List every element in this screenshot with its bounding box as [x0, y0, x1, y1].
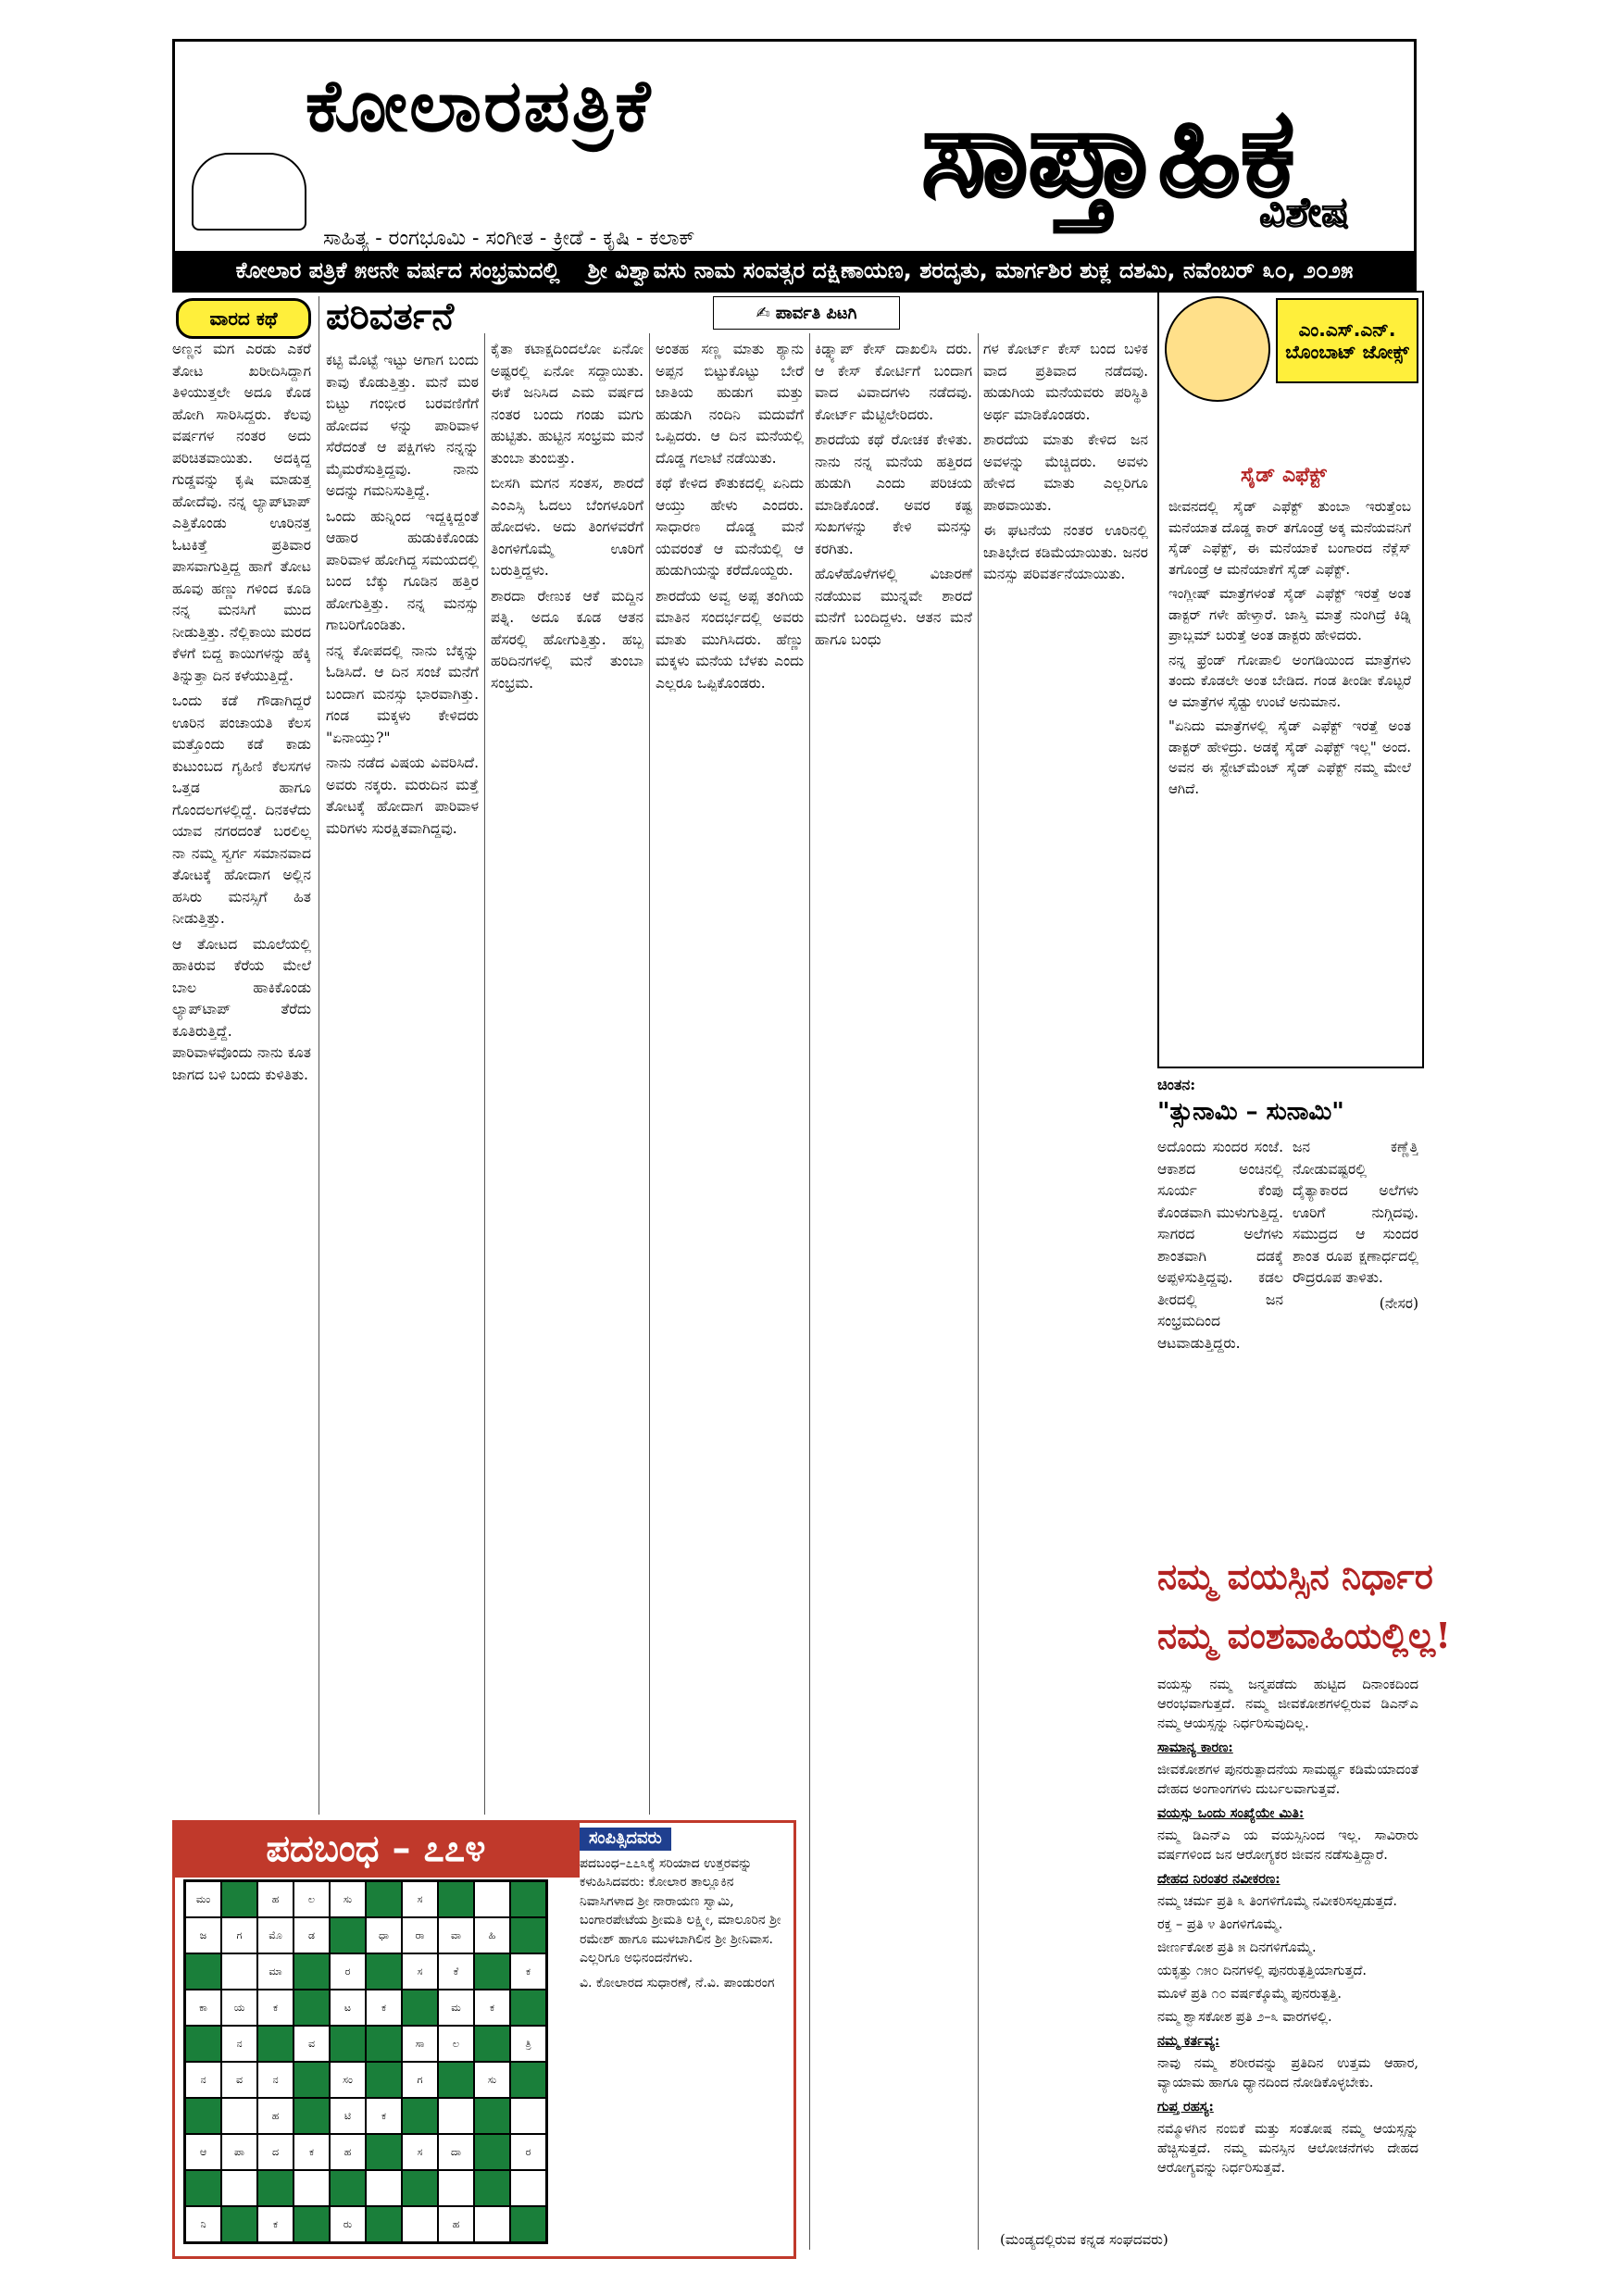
crossword-cell: ಸಂ — [330, 2062, 366, 2098]
chintane-label: ಚಿಂತನ: — [1157, 1076, 1196, 1093]
crossword-cell: ಲ — [294, 1881, 330, 1917]
story-credit: (ಮಂಡ್ಯದಲ್ಲಿರುವ ಕನ್ನಡ ಸಂಘದವರು) — [1000, 2231, 1168, 2248]
crossword-cell — [294, 1953, 330, 1990]
crossword-cell — [257, 2170, 294, 2206]
crossword-cell: ಹ — [257, 1881, 294, 1917]
story-paragraph: ನನ್ನ ಕೋಪದಲ್ಲಿ ನಾನು ಬೆಕ್ಕನ್ನು ಓಡಿಸಿದೆ. ಆ ದಿನ ಸಂಜೆ ಮನೆಗೆ ಬಂದಾಗ ಮನಸ್ಸು ಭಾರವಾಗಿತ್ತು. ಗಂಡ ಮಕ್ಕಳು ಕೇಳಿದರು "ಏನಾಯ್ತು?" — [326, 642, 479, 746]
crossword-cell — [438, 2098, 474, 2134]
age-list-item: ನಮ್ಮ ಚರ್ಮ ಪ್ರತಿ ೩ ತಿಂಗಳಿಗೊಮ್ಮೆ ನವೀಕರಿಸಲ್ಪಡುತ್ತದೆ. — [1157, 1894, 1397, 1909]
winners-footer: ವಿ. ಕೋಲಾರದ ಸುಧಾರಣೆ, ನೆ.ವಿ. ಪಾಂಡುರಂಗ — [580, 1975, 775, 1990]
crossword-cell: ಸು — [330, 1881, 366, 1917]
crossword-cell: ನ — [185, 2062, 221, 2098]
crossword-cell: ಟ — [330, 1990, 366, 2026]
story-title: ಪರಿವರ್ತನೆ — [326, 294, 455, 338]
dateline-right: ಶ್ರೀ ವಿಶ್ವಾವಸು ನಾಮ ಸಂವತ್ಸರ ದಕ್ಷಿಣಾಯಣ, ಶರದೃತು, ಮಾರ್ಗಶಿರ ಶುಕ್ಲ ದಶಮಿ, ನವೆಂಬರ್ ೩೦, ೨೦೨೫ — [587, 257, 1354, 283]
column-divider — [978, 333, 979, 2250]
age-subhead: ಸಾಮಾನ್ಯ ಕಾರಣ: — [1157, 1740, 1233, 1755]
crossword-cell — [510, 2098, 546, 2134]
supplement-sub: ವಿಶೇಷ — [1259, 189, 1349, 236]
chintane-title: "ತ್ಸುನಾಮಿ – ಸುನಾಮಿ" — [1157, 1098, 1344, 1126]
story-paragraph: ಶಾರದೆಯ ಅವ್ವ ಅಪ್ಪ ತಂಗಿಯ ಮಾತಿನ ಸಂದರ್ಭದಲ್ಲಿ ಅವರು ಮಾತು ಮುಗಿಸಿದರು. ಹೆಣ್ಣು ಮಕ್ಕಳು ಮನೆಯ ಬೆಳಕು ಎಂದು ಎಲ್ಲರೂ ಒಪ್ಪಿಕೊಂಡರು. — [656, 587, 804, 692]
story-author: ✍ ಪಾರ್ವತಿ ಪಿಟಗಿ — [713, 296, 900, 330]
crossword-cell — [474, 1881, 510, 1917]
chintane-column-1 — [1157, 1137, 1283, 1526]
newspaper-title: ಕೋಲಾರಪತ್ರಿಕೆ — [182, 51, 775, 162]
age-subhead: ದೇಹದ ನಿರಂತರ ನವೀಕರಣ: — [1157, 1871, 1280, 1887]
age-list-item: ಯಕೃತ್ತು ೧೫೦ ದಿನಗಳಲ್ಲಿ ಪುನರುತ್ಪತ್ತಿಯಾಗುತ್ತದೆ. — [1157, 1964, 1368, 1978]
crossword-cell: ರು — [330, 2206, 366, 2242]
age-subhead: ಗುಪ್ತ ರಹಸ್ಯ: — [1157, 2099, 1214, 2115]
crossword-cell: ಟಿ — [330, 2098, 366, 2134]
crossword-cell: ಕ — [366, 1990, 402, 2026]
jokes-body — [1168, 496, 1411, 1055]
crossword-cell: ದ — [257, 2134, 294, 2170]
crossword-cell — [294, 2170, 330, 2206]
winners-text: ಪದಬಂಧ–೭೭೩ಕ್ಕೆ ಸರಿಯಾದ ಉತ್ತರವನ್ನು ಕಳುಹಿಸಿದವರು: ಕೋಲಾರ ತಾಲ್ಲೂಕಿನ ನಿವಾಸಿಗಳಾದ ಶ್ರೀ ನಾರಾಯಣ ಸ್ವಾಮಿ, ಬಂಗಾರಪೇಟೆಯ ಶ್ರೀಮತಿ ಲಕ್ಷ್ಮೀ, ಮಾಲೂರಿನ ಶ್ರೀ ರಮೇಶ್ ಹಾಗೂ ಮುಳಬಾಗಿಲಿನ ಶ್ರೀ ಶ್ರೀನಿವಾಸ. ಎಲ್ಲರಿಗೂ ಅಭಿನಂದನೆಗಳು. — [580, 1855, 781, 1965]
crossword-cell — [474, 2134, 510, 2170]
crossword-cell — [510, 1990, 546, 2026]
crossword-cell: ಪಾ — [221, 2134, 257, 2170]
crossword-cell — [510, 1917, 546, 1953]
crossword-cell: ಡ — [294, 1917, 330, 1953]
crossword-cell: ಮಂ — [185, 1881, 221, 1917]
caricature-image — [1165, 296, 1270, 402]
story-paragraph: ಕಟ್ಟಿ ಮೊಟ್ಟೆ ಇಟ್ಟು ಅಗಾಗ ಬಂದು ಕಾವು ಕೊಡುತ್ತಿತ್ತು. ಮನೆ ಮಠ ಬಿಟ್ಟು ಗಂಭೀರ ಬರವಣಿಗೆಗೆ ಹೋದವ ಳನ್ನು ಪಾರಿವಾಳ ಸೆರೆದಂತೆ ಆ ಪಕ್ಷಿಗಳು ನನ್ನನ್ನು ಮೈಮರೆಸುತ್ತಿದ್ದವು. ನಾನು ಅದನ್ನು ಗಮನಿಸುತ್ತಿದ್ದೆ. — [326, 352, 479, 499]
crossword-cell — [474, 2098, 510, 2134]
crossword-cell — [366, 1881, 402, 1917]
crossword-cell — [366, 2062, 402, 2098]
story-paragraph: ಶಾರದಾ ರೇಣುಕ ಆಕೆ ಮದ್ದಿನ ಪತ್ನಿ. ಅದೂ ಕೂಡ ಆತನ ಹೆಸರಲ್ಲಿ ಹೋಗುತ್ತಿತ್ತು. ಹಬ್ಬ ಹರಿದಿನಗಳಲ್ಲಿ ಮನೆ ತುಂಬಾ ಸಂಭ್ರಮ. — [491, 587, 643, 692]
age-list-item: ಮೂಳೆ ಪ್ರತಿ ೧೦ ವರ್ಷಕ್ಕೊಮ್ಮೆ ಪುನರುತ್ಪತ್ತಿ. — [1157, 1987, 1343, 2002]
crossword-cell: ಕ — [510, 1953, 546, 1990]
story-paragraph: ಈ ಘಟನೆಯ ನಂತರ ಊರಿನಲ್ಲಿ ಜಾತಿಭೇದ ಕಡಿಮೆಯಾಯಿತು. ಜನರ ಮನಸ್ಸು ಪರಿವರ್ತನೆಯಾಯಿತು. — [983, 522, 1148, 582]
age-subhead: ನಮ್ಮ ಕರ್ತವ್ಯ: — [1157, 2033, 1220, 2049]
crossword-cell — [330, 2170, 366, 2206]
masthead — [172, 39, 1417, 293]
crossword-cell — [402, 2098, 438, 2134]
crossword-cell: ಹ — [257, 2098, 294, 2134]
column-divider — [484, 333, 485, 1815]
crossword-cell: ಧಾ — [366, 1917, 402, 1953]
age-list-item: ರಕ್ತ – ಪ್ರತಿ ೪ ತಿಂಗಳಿಗೊಮ್ಮೆ. — [1157, 1917, 1283, 1932]
story-column-4 — [656, 339, 804, 1811]
crossword-cell: ಕಾ — [185, 1990, 221, 2026]
crossword-cell: ಸ — [402, 2134, 438, 2170]
crossword-cell: ಕ — [474, 1990, 510, 2026]
crossword-cell — [402, 2170, 438, 2206]
crossword-cell — [294, 2062, 330, 2098]
story-paragraph: ಬೀಸಗಿ ಮಗನ ಸಂತಸ, ಶಾರದೆ ಎಂಎಸ್ಸಿ ಓದಲು ಬೆಂಗಳೂರಿಗೆ ಹೋದಳು. ಅದು ತಿಂಗಳವರೆಗೆ ತಿಂಗಳಿಗೊಮ್ಮೆ ಊರಿಗೆ ಬರುತ್ತಿದ್ದಳು. — [491, 475, 643, 579]
crossword-cell: ಆ — [185, 2134, 221, 2170]
crossword-cell: ರ — [510, 2134, 546, 2170]
age-paragraph: ನಾವು ನಮ್ಮ ಶರೀರವನ್ನು ಪ್ರತಿದಿನ ಉತ್ತಮ ಆಹಾರ, ವ್ಯಾಯಾಮ ಹಾಗೂ ಧ್ಯಾನದಿಂದ ನೋಡಿಕೊಳ್ಳಬೇಕು. — [1157, 2056, 1418, 2090]
age-paragraph: ನಮ್ಮೊಳಗಿನ ನಂಬಿಕೆ ಮತ್ತು ಸಂತೋಷ ನಮ್ಮ ಆಯಸ್ಸನ್ನು ಹೆಚ್ಚಿಸುತ್ತದೆ. ನಮ್ಮ ಮನಸ್ಸಿನ ಆಲೋಚನೆಗಳು ದೇಹದ ಆರೋಗ್ಯವನ್ನು ನಿರ್ಧರಿಸುತ್ತವೆ. — [1157, 2122, 1418, 2176]
story-paragraph: ಶಾರದೆಯ ಮಾತು ಕೇಳಿದ ಜನ ಅವಳನ್ನು ಮೆಚ್ಚಿದರು. ಅವಳು ಹೇಳಿದ ಮಾತು ಎಲ್ಲರಿಗೂ ಪಾಠವಾಯಿತು. — [983, 431, 1148, 514]
crossword-title: ಪದಬಂಧ – ೭೭೪ — [172, 1820, 580, 1878]
crossword-cell: ಸ — [402, 1881, 438, 1917]
crossword-cell — [402, 2206, 438, 2242]
story-column-2 — [326, 350, 479, 1811]
age-headline-1: ನಮ್ಮ ವಯಸ್ಸಿನ ನಿರ್ಧಾರ — [1157, 1555, 1433, 1597]
crossword-cell — [221, 2206, 257, 2242]
story-paragraph: ಶಾರದೆಯ ಕಥೆ ರೋಚಕ ಕೇಳಿತು. ನಾನು ನನ್ನ ಮನೆಯ ಹತ್ತಿರದ ಹುಡುಗಿ ಎಂದು ಪರಿಚಯ ಮಾಡಿಕೊಂಡೆ. ಅವರ ಕಷ್ಟ ಸುಖಗಳನ್ನು ಕೇಳಿ ಮನಸ್ಸು ಕರಗಿತು. — [815, 431, 972, 557]
crossword-cell — [510, 2206, 546, 2242]
crossword-cell — [510, 2062, 546, 2098]
section-label: ವಾರದ ಕಥೆ — [176, 298, 311, 339]
chintane-credit: (ನೇಸರ) — [1379, 1294, 1418, 1312]
crossword-cell — [185, 1953, 221, 1990]
jokes-heading: ಸೈಡ್ ಎಫೆಕ್ಟ್ — [1241, 463, 1327, 487]
crossword-cell: ಹಿ — [474, 1917, 510, 1953]
crossword-cell: ಕ — [366, 2098, 402, 2134]
crossword-cell: ಸ — [402, 1953, 438, 1990]
crossword-cell — [221, 2098, 257, 2134]
supplement-title — [812, 60, 1405, 245]
crossword-cell — [366, 2134, 402, 2170]
jokes-title: ಎಂ.ಎಸ್.ಎನ್. ಬೊಂಬಾಟ್ ಜೋಕ್ಸ್ — [1276, 298, 1418, 383]
crossword-cell: ಸಾ — [402, 2026, 438, 2062]
story-paragraph: ಗಳ ಕೋರ್ಟ್ ಕೇಸ್ ಬಂದ ಬಳಿಕ ವಾದ ಪ್ರತಿವಾದ ನಡೆದವು. ಹುಡುಗಿಯ ಮನೆಯವರು ಪರಿಸ್ಥಿತಿ ಅರ್ಥ ಮಾಡಿಕೊಂಡರು. — [983, 341, 1148, 423]
crossword-cell — [474, 1953, 510, 1990]
story-paragraph: ಒಂದು ಹುನ್ನಿಂದ ಇದ್ದಕ್ಕಿದ್ದಂತೆ ಆಹಾರ ಹುಡುಕಿಕೊಂಡು ಪಾರಿವಾಳ ಹೋಗಿದ್ದ ಸಮಯದಲ್ಲಿ ಬಂದ ಬೆಕ್ಕು ಗೂಡಿನ ಹತ್ತಿರ ಹೋಗುತ್ತಿತ್ತು. ನನ್ನ ಮನಸ್ಸು ಗಾಬರಿಗೊಂಡಿತು. — [326, 507, 479, 633]
crossword-cell — [294, 2206, 330, 2242]
age-intro: ವಯಸ್ಸು ನಮ್ಮ ಜನ್ಮಪಡೆದು ಹುಟ್ಟಿದ ದಿನಾಂಕದಿಂದ ಆರಂಭವಾಗುತ್ತದೆ. ನಮ್ಮ ಜೀವಕೋಶಗಳಲ್ಲಿರುವ ಡಿಎನ್‌ಎ ನಮ್ಮ ಆಯಸ್ಸನ್ನು ನಿರ್ಧರಿಸುವುದಿಲ್ಲ. — [1157, 1678, 1418, 1731]
crossword-cell: ಸು — [474, 2062, 510, 2098]
age-paragraph: ನಮ್ಮ ಡಿಎನ್‌ಎ ಯ ವಯಸ್ಸಿನಿಂದ ಇಲ್ಲ. ಸಾವಿರಾರು ವರ್ಷಗಳಿಂದ ಜನ ಆರೋಗ್ಯಕರ ಜೀವನ ನಡೆಸುತ್ತಿದ್ದಾರೆ. — [1157, 1828, 1418, 1863]
crossword-winners — [580, 1828, 789, 2250]
story-paragraph: ಆ ತೋಟದ ಮೂಲೆಯಲ್ಲಿ ಹಾಕಿರುವ ಕೆರೆಯ ಮೇಲೆ ಬಾಲ ಹಾಕಿಕೊಂಡು ಲ್ಯಾಪ್‌ಟಾಪ್ ತೆರೆದು ಕೂತಿರುತ್ತಿದ್ದೆ. ಪಾರಿವಾಳವೊಂದು ನಾನು ಕೂತ ಜಾಗದ ಬಳಿ ಬಂದು ಕುಳಿತಿತು. — [172, 935, 311, 1083]
jokes-paragraph: ನನ್ನ ಫ್ರೆಂಡ್ ಗೋಪಾಲಿ ಅಂಗಡಿಯಿಂದ ಮಾತ್ರೆಗಳು ತಂದು ಕೊಡಲೇ ಅಂತ ಬೇಡಿದ. ಗಂಡ ತೀಂಡೀ ಕೊಟ್ಟರೆ ಆ ಮಾತ್ರೆಗಳ ಸೈಡ್ಟು ಉಂಟೆ ಅನುಮಾನ. — [1168, 651, 1411, 710]
story-paragraph: ಅಣ್ಣನ ಮಗ ಎರಡು ಎಕರೆ ತೋಟ ಖರೀದಿಸಿದ್ದಾಗ ತಿಳಿಯುತ್ತಲೇ ಅದೂ ಕೊಡ ಹೋಗಿ ಸಾರಿಸಿದ್ದರು. ಕೆಲವು ವರ್ಷಗಳ ನಂತರ ಅದು ಪರಿಚಿತವಾಯಿತು. ಅದಕ್ಕಿದ್ದ ಗುಡ್ಡವನ್ನು ಕೃಷಿ ಮಾಡುತ್ತ ಹೋದೆವು. ನನ್ನ ಲ್ಯಾಪ್‌ಟಾಪ್ ಎತ್ತಿಕೊಂಡು ಊರಿನತ್ತ ಓಟಕಿತ್ತೆ ಪ್ರತಿವಾರ ಪಾಸವಾಗುತ್ತಿದ್ದ ಹಾಗೆ ತೋಟ ಹೂವು ಹಣ್ಣು ಗಳಿಂದ ಕೂಡಿ ನನ್ನ ಮನಸಿಗೆ ಮುದ ನೀಡುತ್ತಿತ್ತು. ನೆಲ್ಲಿಕಾಯಿ ಮರದ ಕೆಳಗೆ ಬಿದ್ದ ಕಾಯಿಗಳನ್ನು ಹೆಕ್ಕಿ ತಿನ್ನುತ್ತಾ ದಿನ ಕಳೆಯುತ್ತಿದ್ದೆ. — [172, 341, 311, 684]
story-column-1 — [172, 339, 311, 1811]
crossword-cell — [402, 1990, 438, 2026]
jokes-paragraph: ಇಂಗ್ಲೀಷ್ ಮಾತ್ರೆಗಳಂತೆ ಸೈಡ್ ಎಫೆಕ್ಟ್ ಇರತ್ತೆ ಅಂತ ಡಾಕ್ಟರ್ ಗಳೇ ಹೇಳ್ತಾರೆ. ಜಾಸ್ತಿ ಮಾತ್ರೆ ನುಂಗಿದ್ರೆ ಕಿಡ್ನಿ ಪ್ರಾಬ್ಲಮ್ ಬರುತ್ತೆ ಅಂತ ಡಾಕ್ಟರು ಹೇಳಿದರು. — [1168, 585, 1411, 643]
story-column-5 — [815, 339, 972, 2246]
crossword-grid — [183, 1879, 548, 2244]
crossword-cell: ಕ — [257, 2206, 294, 2242]
crossword-cell: ಗ — [402, 2062, 438, 2098]
crossword-cell: ಮೊ — [257, 1917, 294, 1953]
crossword-cell: ಕ — [257, 1990, 294, 2026]
crossword-cell — [221, 1881, 257, 1917]
supplement-word: ಸಾಪ್ತಾಹಿಕ — [921, 81, 1295, 223]
crossword-cell — [474, 2170, 510, 2206]
age-subhead: ವಯಸ್ಸು ಒಂದು ಸಂಖ್ಯೆಯೇ ಮಿತಿ: — [1157, 1805, 1305, 1821]
winners-title: ಸಂಪಿತ್ಸಿದವರು — [580, 1828, 671, 1851]
age-paragraph: ಜೀವಕೋಶಗಳ ಪುನರುತ್ಪಾದನೆಯ ಸಾಮರ್ಥ್ಯ ಕಡಿಮೆಯಾದಂತೆ ದೇಹದ ಅಂಗಾಂಗಗಳು ದುರ್ಬಲವಾಗುತ್ತವೆ. — [1157, 1763, 1418, 1797]
column-divider — [809, 333, 810, 2250]
story-paragraph: ಹೊಳೆಹೊಳೆಗಳಲ್ಲಿ ವಿಜಾರಣೆ ನಡೆಯುವ ಮುನ್ನವೇ ಶಾರದೆ ಮನೆಗೆ ಬಂದಿದ್ದಳು. ಆತನ ಮನೆ ಹಾಗೂ ಬಂಧು — [815, 566, 972, 648]
elephant-logo-icon — [192, 153, 306, 231]
crossword-cell: ಗ — [221, 1917, 257, 1953]
crossword-cell: ನಿ — [185, 2206, 221, 2242]
crossword-cell: ವ — [221, 2062, 257, 2098]
crossword-cell: ತ್ರಿ — [510, 2026, 546, 2062]
jokes-paragraph: ಜೀವನದಲ್ಲಿ ಸೈಡ್ ಎಫೆಕ್ಟ್ ತುಂಬಾ ಇರುತ್ತೆಂಬ ಮನೆಯಾತ ದೊಡ್ಡ ಕಾರ್ ತಗೊಂಡ್ರೆ ಅಕ್ಕ ಮನೆಯವನಿಗೆ ಸೈಡ್ ಎಫೆಕ್ಟ್, ಈ ಮನೆಯಾಕೆ ಬಂಗಾರದ ನೆಕ್ಲೆಸ್ ತಗೊಂಡ್ರೆ ಆ ಮನೆಯಾಕೆಗೆ ಸೈಡ್ ಎಫೆಕ್ಟ್. — [1168, 498, 1411, 578]
age-list-item: ನಮ್ಮ ಶ್ವಾಸಕೋಶ ಪ್ರತಿ ೨–೩ ವಾರಗಳಲ್ಲಿ. — [1157, 2010, 1332, 2025]
crossword-cell: ವಾ — [438, 1917, 474, 1953]
crossword-cell: ಹ — [330, 2134, 366, 2170]
crossword-cell: ವ — [294, 2026, 330, 2062]
chintane-paragraph: ಜನ ಕಣ್ಣೆತ್ತಿ ನೋಡುವಷ್ಟರಲ್ಲಿ ದೈತ್ಯಾಕಾರದ ಅಲೆಗಳು ಊರಿಗೆ ನುಗ್ಗಿದವು. ಸಮುದ್ರದ ಆ ಸುಂದರ ಶಾಂತ ರೂಪ ಕ್ಷಣಾರ್ಧದಲ್ಲಿ ರೌದ್ರರೂಪ ತಾಳಿತು. — [1293, 1139, 1418, 1286]
crossword-cell — [474, 2026, 510, 2062]
jokes-paragraph: "ಏನಿದು ಮಾತ್ರೆಗಳಲ್ಲಿ ಸೈಡ್ ಎಫೆಕ್ಟ್ ಇರತ್ತೆ ಅಂತ ಡಾಕ್ಟರ್ ಹೇಳಿದ್ರು. ಅಡಕ್ಕೆ ಸೈಡ್ ಎಫೆಕ್ಟ್ ಇಲ್ಲ" ಅಂದ. ಅವನ ಈ ಸ್ಟೇಟ್‌ಮೆಂಟ್ ಸೈಡ್ ಎಫೆಕ್ಟ್ ನಮ್ಮ ಮೇಲೆ ಆಗಿದೆ. — [1168, 718, 1411, 797]
crossword-cell: ಮಾ — [257, 1953, 294, 1990]
age-list-item: ಜೀರ್ಣಕೋಶ ಪ್ರತಿ ೫ ದಿನಗಳಿಗೊಮ್ಮೆ. — [1157, 1940, 1317, 1955]
crossword-cell — [510, 1881, 546, 1917]
crossword-cell — [185, 2026, 221, 2062]
chintane-column-2 — [1293, 1137, 1418, 1526]
age-article-body — [1157, 1676, 1418, 2250]
crossword-cell — [221, 2170, 257, 2206]
crossword-cell — [294, 1990, 330, 2026]
story-paragraph: ಒಂದು ಕಡೆ ಗೌಡಾಗಿದ್ದರೆ ಊರಿನ ಪಂಚಾಯತಿ ಕೆಲಸ ಮತ್ತೊಂದು ಕಡೆ ಕಾಡು ಕುಟುಂಬದ ಗೃಹಿಣಿ ಕೆಲಸಗಳ ಒತ್ತಡ ಹಾಗೂ ಗೊಂದಲಗಳಲ್ಲಿದ್ದೆ. ದಿನಕಳೆದು ಯಾವ ನಗರದಂತೆ ಬರಲಿಲ್ಲ ನಾ ನಮ್ಮ ಸ್ವರ್ಗ ಸಮಾನವಾದ ತೋಟಕ್ಕೆ ಹೋದಾಗ ಅಲ್ಲಿನ ಹಸಿರು ಮನಸ್ಸಿಗೆ ಹಿತ ನೀಡುತ್ತಿತ್ತು. — [172, 693, 311, 927]
crossword-cell: ಮ — [438, 1990, 474, 2026]
crossword-cell — [330, 1917, 366, 1953]
crossword-cell — [366, 2206, 402, 2242]
crossword-cell — [185, 2098, 221, 2134]
crossword-cell — [257, 2026, 294, 2062]
crossword-cell — [366, 2170, 402, 2206]
crossword-cell: ಜ — [185, 1917, 221, 1953]
dateline-left: ಕೋಲಾರ ಪತ್ರಿಕೆ ೫೮ನೇ ವರ್ಷದ ಸಂಭ್ರಮದಲ್ಲಿ — [235, 257, 560, 283]
crossword-cell — [474, 2206, 510, 2242]
crossword-cell: ಕ — [294, 2134, 330, 2170]
crossword-cell — [366, 2026, 402, 2062]
age-headline-2: ನಮ್ಮ ವಂಶವಾಹಿಯಲ್ಲಿಲ್ಲ! — [1157, 1615, 1451, 1656]
crossword-cell: ಹ — [438, 2206, 474, 2242]
crossword-cell: ಲ — [438, 2026, 474, 2062]
crossword-cell: ರಾ — [402, 1917, 438, 1953]
crossword-cell — [438, 1881, 474, 1917]
crossword-cell — [185, 2170, 221, 2206]
story-column-6 — [983, 339, 1148, 2227]
crossword-cell — [294, 2098, 330, 2134]
crossword-cell: ದಾ — [438, 2134, 474, 2170]
crossword-cell — [366, 1953, 402, 1990]
crossword-cell: ನ — [221, 2026, 257, 2062]
story-column-3 — [491, 339, 643, 1811]
dateline-bar — [175, 251, 1414, 290]
crossword-cell — [438, 2062, 474, 2098]
crossword-cell: ರ — [330, 1953, 366, 1990]
story-paragraph: ಅಂತಹ ಸಣ್ಣ ಮಾತು ಶ್ಯಾನು ಅಪ್ಪನ ಬಿಟ್ಟುಕೊಟ್ಟು ಬೇರೆ ಜಾತಿಯ ಹುಡುಗ ಮತ್ತು ಹುಡುಗಿ ನಂದಿನಿ ಮದುವೆಗೆ ಒಪ್ಪಿದರು. ಆ ದಿನ ಮನೆಯಲ್ಲಿ ದೊಡ್ಡ ಗಲಾಟೆ ನಡೆಯಿತು. — [656, 341, 804, 467]
crossword-cell — [438, 2170, 474, 2206]
chintane-paragraph: ಅದೊಂದು ಸುಂದರ ಸಂಜೆ. ಆಕಾಶದ ಅಂಚಿನಲ್ಲಿ ಸೂರ್ಯ ಕೆಂಪು ಕೊಂಡವಾಗಿ ಮುಳುಗುತ್ತಿದ್ದ. ಸಾಗರದ ಅಲೆಗಳು ಶಾಂತವಾಗಿ ದಡಕ್ಕೆ ಅಪ್ಪಳಿಸುತ್ತಿದ್ದವು. ಕಡಲ ತೀರದಲ್ಲಿ ಜನ ಸಂಭ್ರಮದಿಂದ ಆಟವಾಡುತ್ತಿದ್ದರು. — [1157, 1139, 1283, 1352]
story-paragraph: ಕೈತಾ ಕಟಾಕ್ಷದಿಂದಲೋ ಏನೋ ಅಷ್ಟರಲ್ಲಿ ಏನೋ ಸದ್ದಾಯಿತು. ಈಕೆ ಜನಿಸಿದ ಎಮ ವರ್ಷದ ನಂತರ ಬಂದು ಗಂಡು ಮಗು ಹುಟ್ಟಿತು. ಹುಟ್ಟಿನ ಸಂಭ್ರಮ ಮನೆ ತುಂಬಾ ತುಂಬಿತ್ತು. — [491, 341, 643, 467]
crossword-cell: ಯ — [221, 1990, 257, 2026]
story-paragraph: ನಾನು ನಡೆದ ವಿಷಯ ವಿವರಿಸಿದೆ. ಅವರು ನಕ್ಕರು. ಮರುದಿನ ಮತ್ತೆ ತೋಟಕ್ಕೆ ಹೋದಾಗ ಪಾರಿವಾಳ ಮರಿಗಳು ಸುರಕ್ಷಿತವಾಗಿದ್ದವು. — [326, 755, 479, 837]
crossword-cell — [221, 1953, 257, 1990]
crossword-cell: ಕೆ — [438, 1953, 474, 1990]
masthead-tags: ಸಾಹಿತ್ಯ - ರಂಗಭೂಮಿ - ಸಂಗೀತ - ಕ್ರೀಡೆ - ಕೃಷಿ - ಕಲಾಕ್ — [323, 227, 695, 250]
story-paragraph: ಕಥೆ ಕೇಳಿದ ಕೌತುಕದಲ್ಲಿ ಏನಿದು ಆಯ್ತು ಹೇಳು ಎಂದರು. ಸಾಧಾರಣ ದೊಡ್ಡ ಮನೆ ಯವರಂತೆ ಆ ಮನೆಯಲ್ಲಿ ಆ ಹುಡುಗಿಯನ್ನು ಕರೆದೊಯ್ದರು. — [656, 475, 804, 579]
crossword-cell — [510, 2170, 546, 2206]
story-paragraph: ಕಿಡ್ನ್ಯಾಪ್ ಕೇಸ್ ದಾಖಲಿಸಿ ದರು. ಆ ಕೇಸ್ ಕೋರ್ಟಿಗೆ ಬಂದಾಗ ವಾದ ವಿವಾದಗಳು ನಡೆದವು. ಕೋರ್ಟ್ ಮೆಟ್ಟಿಲೇರಿದರು. — [815, 341, 972, 423]
crossword-cell — [330, 2026, 366, 2062]
crossword-cell: ನ — [257, 2062, 294, 2098]
column-divider — [649, 333, 650, 1815]
